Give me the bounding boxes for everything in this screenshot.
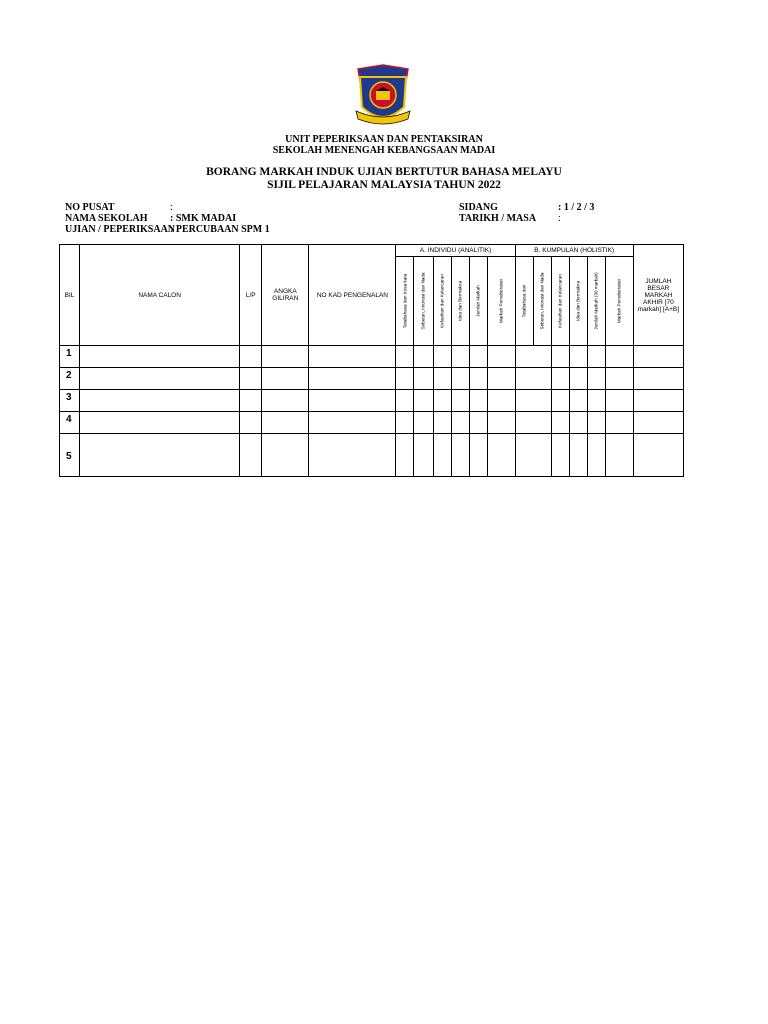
marks-table (59, 244, 684, 477)
nama-sekolah-label: NAMA SEKOLAH (65, 213, 148, 224)
a-col-header: Kefasihan dan Kelancaran (433, 257, 451, 346)
header-unit: UNIT PEPERIKSAAN DAN PENTAKSIRAN (285, 134, 483, 145)
tarikh-value: : (558, 213, 561, 224)
form-title: BORANG MARKAH INDUK UJIAN BERTUTUR BAHASA MELAYU (206, 166, 562, 178)
b-col-header: Sebutan, Intonasi dan Nada (533, 257, 551, 346)
col-jumlah-besar-header: JUMLAH BESAR MARKAH AKHIR [70 markah] [A+B] (633, 245, 683, 346)
sidang-label: SIDANG (459, 202, 498, 213)
ujian-label: UJIAN / PEPERIKSAAN (65, 224, 176, 235)
b-col-header: Idea dan Bermakna (569, 257, 587, 346)
table-row: 4 (60, 412, 684, 434)
tarikh-label: TARIKH / MASA (459, 213, 537, 224)
form-subtitle: SIJIL PELAJARAN MALAYSIA TAHUN 2022 (267, 179, 501, 191)
school-crest-logo (352, 63, 414, 131)
ujian-value: : PERCUBAAN SPM 1 (170, 224, 270, 235)
a-col-header: Idea dan Bermakna (451, 257, 469, 346)
no-pusat-label: NO PUSAT (65, 202, 115, 213)
col-nama-header: NAMA CALON (80, 245, 240, 346)
col-lp-header: L/P (240, 245, 262, 346)
a-col-header: Tatabahasa dan Kosa kata (396, 257, 414, 346)
group-b-header: B. KUMPULAN (HOLISTIK) (515, 245, 633, 257)
b-col-header: Markah Pemeberatan (605, 257, 633, 346)
col-angka-header: ANGKA GILIRAN (262, 245, 309, 346)
a-col-header: Markah Pemeberatan (487, 257, 515, 346)
sidang-value: : 1 / 2 / 3 (558, 202, 595, 213)
nama-sekolah-value: : SMK MADAI (170, 213, 237, 224)
header-school: SEKOLAH MENENGAH KEBANGSAAN MADAI (272, 145, 496, 156)
a-col-header: Sebutan, Intonasi dan Nada (414, 257, 433, 346)
b-col-header: Tatabahasa dan (515, 257, 533, 346)
b-col-header: Kefasihan dan Kelancaran (551, 257, 569, 346)
col-bil-header: BIL (60, 245, 80, 346)
col-ic-header: NO KAD PENGENALAN (309, 245, 396, 346)
no-pusat-value: : (170, 202, 173, 213)
table-row: 3 (60, 390, 684, 412)
b-col-header: Jumlah Markah (30 markah) (587, 257, 605, 346)
table-row: 1 (60, 346, 684, 368)
table-row: 2 (60, 368, 684, 390)
a-col-header: Jumlah Markah (469, 257, 487, 346)
table-row: 5 (60, 434, 684, 477)
group-a-header: A. INDIVIDU (ANALITIK) (396, 245, 515, 257)
